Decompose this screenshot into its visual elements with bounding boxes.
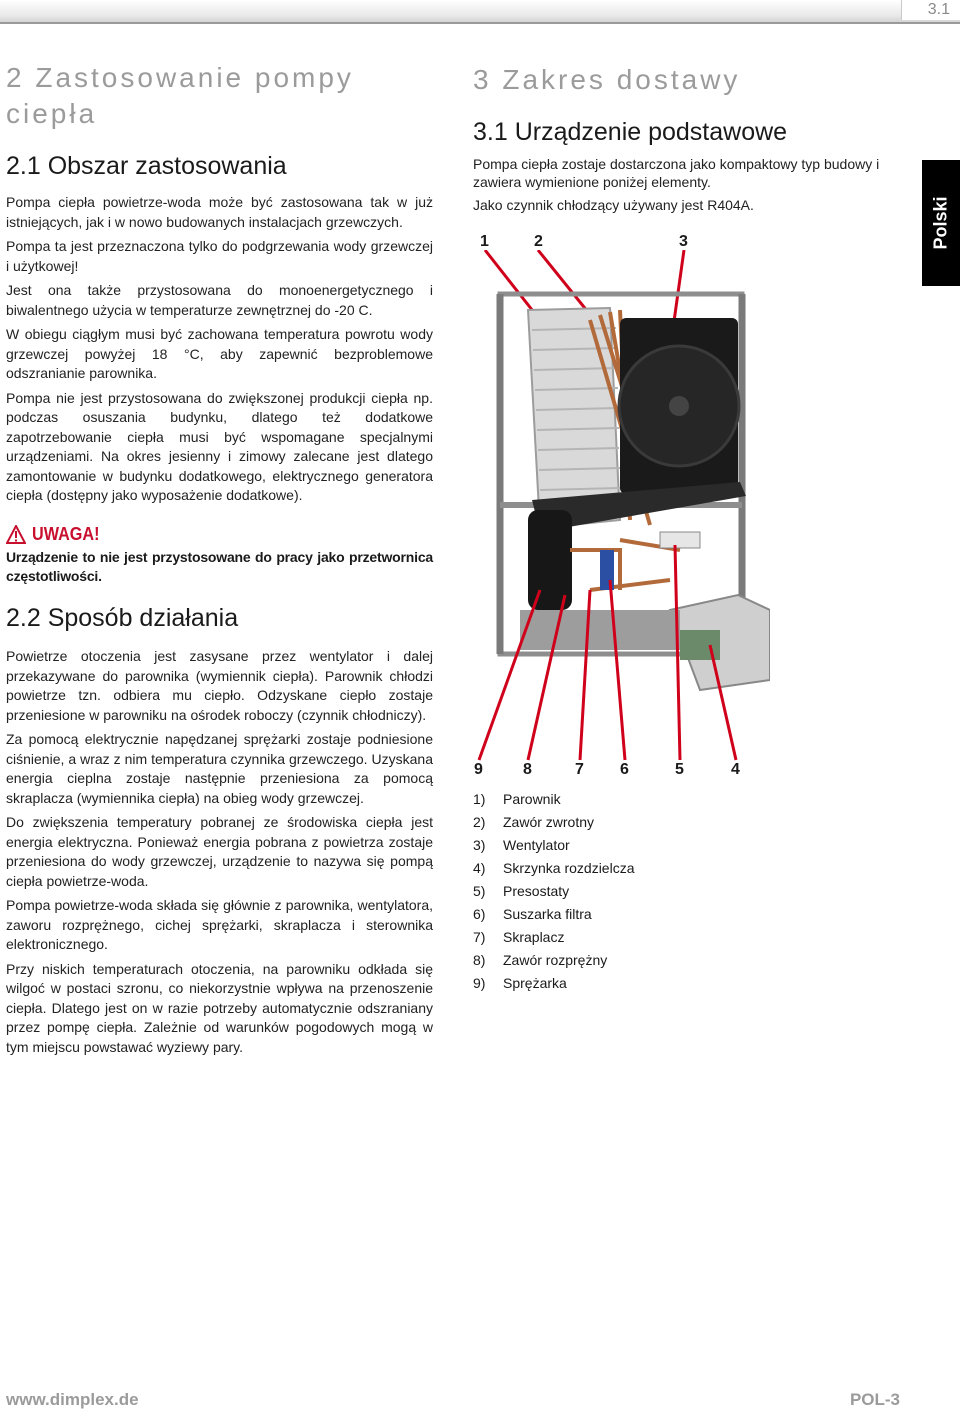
heat-pump-image: [470, 250, 770, 770]
heading-3-1: 3.1 Urządzenie podstawowe: [473, 118, 788, 146]
legend-item: 4) Skrzynka rozdzielcza: [473, 860, 635, 876]
header-bar: [0, 0, 960, 24]
callout-number: 1: [480, 233, 489, 250]
paragraph: Powietrze otoczenia jest zasysane przez wentylator i dalej przekazywane do parownika (wymiennik ciepła). Parownik chłodzi powietrze tzn. odbiera mu ciepło. Odzyskane ciepło zostaje przeniesione w parowniku na ośrodek roboczy (czynnik chłodniczy).: [6, 648, 433, 723]
language-tab-label: Polski: [930, 196, 951, 250]
callout-numbers-bottom: [474, 761, 754, 781]
section-2-2: [6, 604, 433, 1062]
heading-2: 2 Zastosowanie pompy ciepła: [6, 62, 354, 129]
section-number: 3.1: [927, 1, 950, 18]
legend-item: 3) Wentylator: [473, 837, 570, 853]
paragraph: Przy niskich temperaturach otoczenia, na parowniku odkłada się wilgoć w postaci szronu, co niekorzystnie wpływa na przenoszenie ciepła. Dlatego jest on w razie potrzeby automatycznie odszraniany przez pompę ciepła. Zależnie od warunków pogodowych mogą w tym miejscu powstawać wyziewy pary.: [6, 960, 433, 1055]
paragraph: Pompa powietrze-woda składa się głównie z parownika, wentylatora, zaworu rozprężnego, cichej sprężarki, skraplacza i sterownika elektronicznego.: [6, 897, 433, 952]
callout-number: 6: [620, 761, 629, 778]
paragraph: Pompa ciepła powietrze-woda może być zastosowana tak w już istniejących, jak i w nowo budowanych instalacjach grzewczych.: [6, 194, 433, 230]
footer-url[interactable]: www.dimplex.de: [6, 1390, 139, 1409]
paragraph: Do zwiększenia temperatury pobranej ze środowiska ciepła jest energia elektryczna. Ponieważ energia pobrana z powietrza zostaje przeniesiona do wody grzewczej, urządzenie to nazywa się pompą ciepła powietrze-woda.: [6, 814, 433, 889]
legend-item: 6) Suszarka filtra: [473, 906, 592, 922]
legend-item: 5) Presostaty: [473, 883, 570, 899]
paragraph: W obiegu ciągłym musi być zachowana temperatura powrotu wody grzewczej powyżej 18 °C, aby zapewnić bezproblemowe odszranianie parownika.: [6, 326, 433, 381]
legend-item: 1) Parownik: [473, 791, 561, 807]
paragraph: Jest ona także przystosowana do monoenergetycznego i biwalentnego użycia w temperaturze zewnętrznej do -20 C.: [6, 282, 433, 318]
legend-item: 2) Zawór zwrotny: [473, 814, 595, 830]
callout-number: 5: [675, 761, 684, 778]
callout-number: 8: [523, 761, 532, 778]
paragraph: Jako czynnik chłodzący używany jest R404A.: [473, 197, 754, 213]
parts-legend: [473, 788, 773, 995]
callout-number: 3: [679, 233, 688, 250]
legend-item: 8) Zawór rozprężny: [473, 952, 608, 968]
warning-title: UWAGA!: [32, 524, 100, 544]
paragraph: Pompa ta jest przeznaczona tylko do podgrzewania wody grzewczej i użytkowej!: [6, 238, 433, 274]
heading-2-1: 2.1 Obszar zastosowania: [6, 152, 287, 180]
callout-number: 9: [474, 761, 483, 778]
warning-icon: [6, 525, 26, 545]
section-2-1: [6, 152, 433, 511]
paragraph: Pompa nie jest przystosowana do zwiększonej produkcji ciepła np. podczas osuszania budynku, dlatego też dodatkowe zapotrzebowanie ciepła musi być wspomagane specjalnymi urządzeniami. Na okres jesienny i zimowy zalecane jest dlatego zamontowanie w budynku dodatkowego, elektrycznego generatora ciepła (dostępny jako wyposażenie dodatkowe).: [6, 389, 433, 503]
page-number: POL-3: [849, 1390, 900, 1409]
callout-number: 2: [534, 233, 543, 250]
warning-box: [6, 524, 433, 586]
legend-item: 7) Skraplacz: [473, 929, 565, 945]
paragraph: Pompa ciepła zostaje dostarczona jako kompaktowy typ budowy i zawiera wymienione poniżej elementy.: [473, 156, 880, 190]
section-3-1: [473, 118, 903, 221]
legend-item: 9) Sprężarka: [473, 975, 567, 991]
heading-3: 3 Zakres dostawy: [473, 64, 741, 95]
section-2: [6, 60, 433, 132]
callout-number: 7: [575, 761, 584, 778]
paragraph: Za pomocą elektrycznie napędzanej sprężarki zostaje podniesione ciśnienie, a wraz z nim temperatura czynnika grzewczego. Uzyskana energia cieplna zostaje następnie przeniesiona za pomocą skraplacza (wymiennika ciepła) na obieg wody grzewczej.: [6, 731, 433, 806]
warning-text: Urządzenie to nie jest przystosowane do pracy jako przetwornica częstotliwości.: [6, 549, 433, 584]
section-3: [473, 62, 913, 98]
language-tab[interactable]: [922, 160, 960, 286]
callout-number: 4: [731, 761, 740, 778]
heading-2-2: 2.2 Sposób działania: [6, 604, 239, 632]
